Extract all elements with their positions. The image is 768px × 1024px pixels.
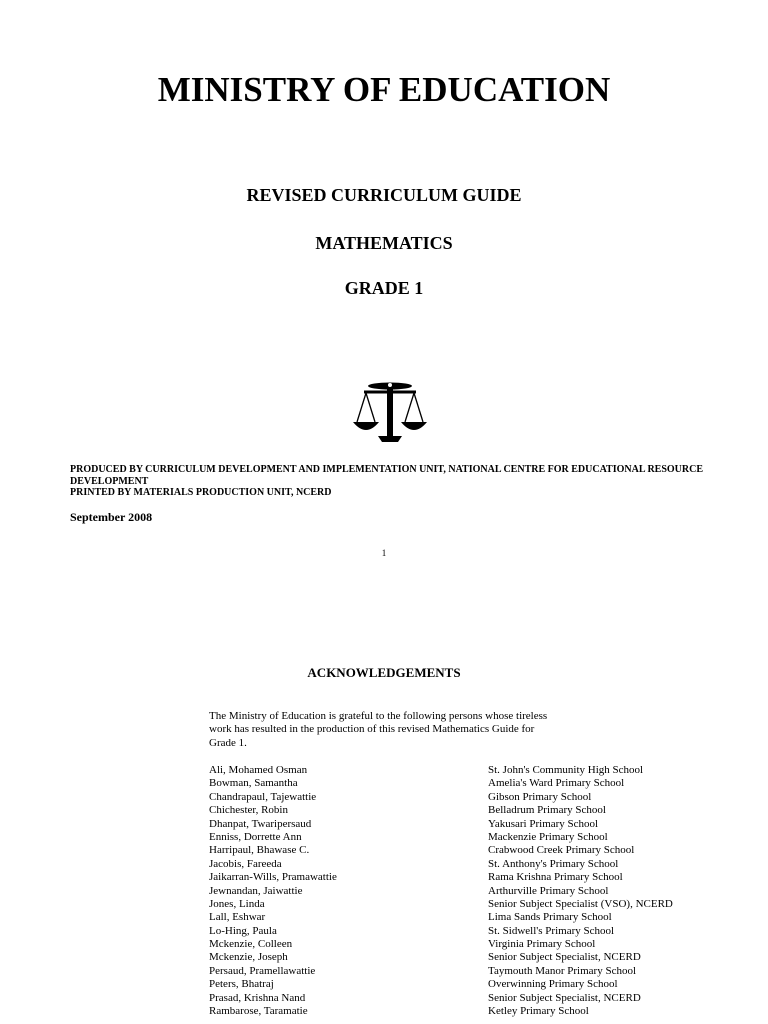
contributor-school: St. Anthony's Primary School — [488, 857, 619, 870]
acknowledgements-title: ACKNOWLEDGEMENTS — [307, 665, 461, 680]
contributor-name: Jones, Linda — [209, 897, 265, 910]
contributor-name: Persaud, Pramellawattie — [209, 964, 316, 977]
contributor-name: Peters, Bhatraj — [209, 978, 274, 991]
contributor-name: Chandrapaul, Tajewattie — [209, 790, 317, 803]
contributor-school: Ketley Primary School — [488, 1005, 589, 1018]
contributor-school: Taymouth Manor Primary School — [488, 964, 637, 977]
contributor-school: St. John's Community High School — [488, 764, 644, 776]
contributor-name: Jewnandan, Jaiwattie — [209, 884, 303, 897]
contributor-school: Overwinning Primary School — [488, 978, 618, 991]
contributor-name: Bowman, Samantha — [209, 777, 298, 790]
contributor-school: Lima Sands Primary School — [488, 911, 612, 924]
subtitle-subject: MATHEMATICS — [315, 233, 453, 253]
contributor-school: St. Sidwell's Primary School — [488, 924, 615, 937]
contributor-school: Senior Subject Specialist (VSO), NCERD — [488, 897, 673, 910]
contributor-name: Prasad, Krishna Nand — [209, 991, 306, 1004]
contributor-school: Mackenzie Primary School — [488, 830, 608, 843]
contributor-name: Ali, Mohamed Osman — [209, 764, 308, 776]
subtitle-curriculum-guide: REVISED CURRICULUM GUIDE — [246, 185, 522, 205]
scales-of-justice-icon — [352, 380, 428, 446]
contributor-name: Lall, Eshwar — [209, 911, 266, 924]
contributor-school: Rama Krishna Primary School — [488, 871, 623, 884]
contributor-school: Senior Subject Specialist, NCERD — [488, 991, 641, 1004]
subtitle-grade: GRADE 1 — [344, 278, 424, 298]
produced-by-text: PRODUCED BY CURRICULUM DEVELOPMENT AND IMPLEMENTATION UNIT, NATIONAL CENTRE FOR EDUCATIONAL RESOURCE DEVELOPMENT — [70, 464, 704, 487]
acknowledgements-intro: The Ministry of Education is grateful to the following persons whose tireless work has resulted in the production of this revised Mathematics Guide for Grade 1. — [209, 710, 548, 749]
contributor-schools-column — [488, 764, 673, 1018]
contributor-school: Yakusari Primary School — [488, 817, 599, 830]
contributor-school: Crabwood Creek Primary School — [488, 844, 635, 857]
contributor-name: Chichester, Robin — [209, 804, 288, 817]
contributor-school: Amelia's Ward Primary School — [488, 777, 625, 790]
contributor-name: Mckenzie, Colleen — [209, 938, 293, 951]
page-number: 1 — [381, 548, 387, 558]
contributor-names-column — [209, 764, 337, 1018]
contributor-name: Mckenzie, Joseph — [209, 951, 288, 964]
contributor-school: Virginia Primary School — [488, 938, 596, 951]
contributor-name: Harripaul, Bhawase C. — [209, 844, 310, 857]
credits-block — [70, 464, 710, 499]
contributor-school: Arthurville Primary School — [488, 884, 609, 897]
contributor-school: Belladrum Primary School — [488, 804, 606, 817]
page-title: MINISTRY OF EDUCATION — [157, 70, 611, 109]
printed-by-text: PRINTED BY MATERIALS PRODUCTION UNIT, NCERD — [70, 487, 332, 498]
publication-date: September 2008 — [70, 510, 153, 524]
contributor-name: Jaikarran-Wills, Pramawattie — [209, 871, 337, 884]
contributor-school: Senior Subject Specialist, NCERD — [488, 951, 641, 964]
contributor-name: Enniss, Dorrette Ann — [209, 830, 302, 843]
contributor-name: Rambarose, Taramatie — [209, 1005, 308, 1018]
contributor-school: Gibson Primary School — [488, 790, 592, 803]
contributor-name: Lo-Hing, Paula — [209, 924, 277, 937]
contributor-name: Dhanpat, Twaripersaud — [209, 817, 312, 830]
contributor-name: Jacobis, Fareeda — [209, 857, 282, 870]
